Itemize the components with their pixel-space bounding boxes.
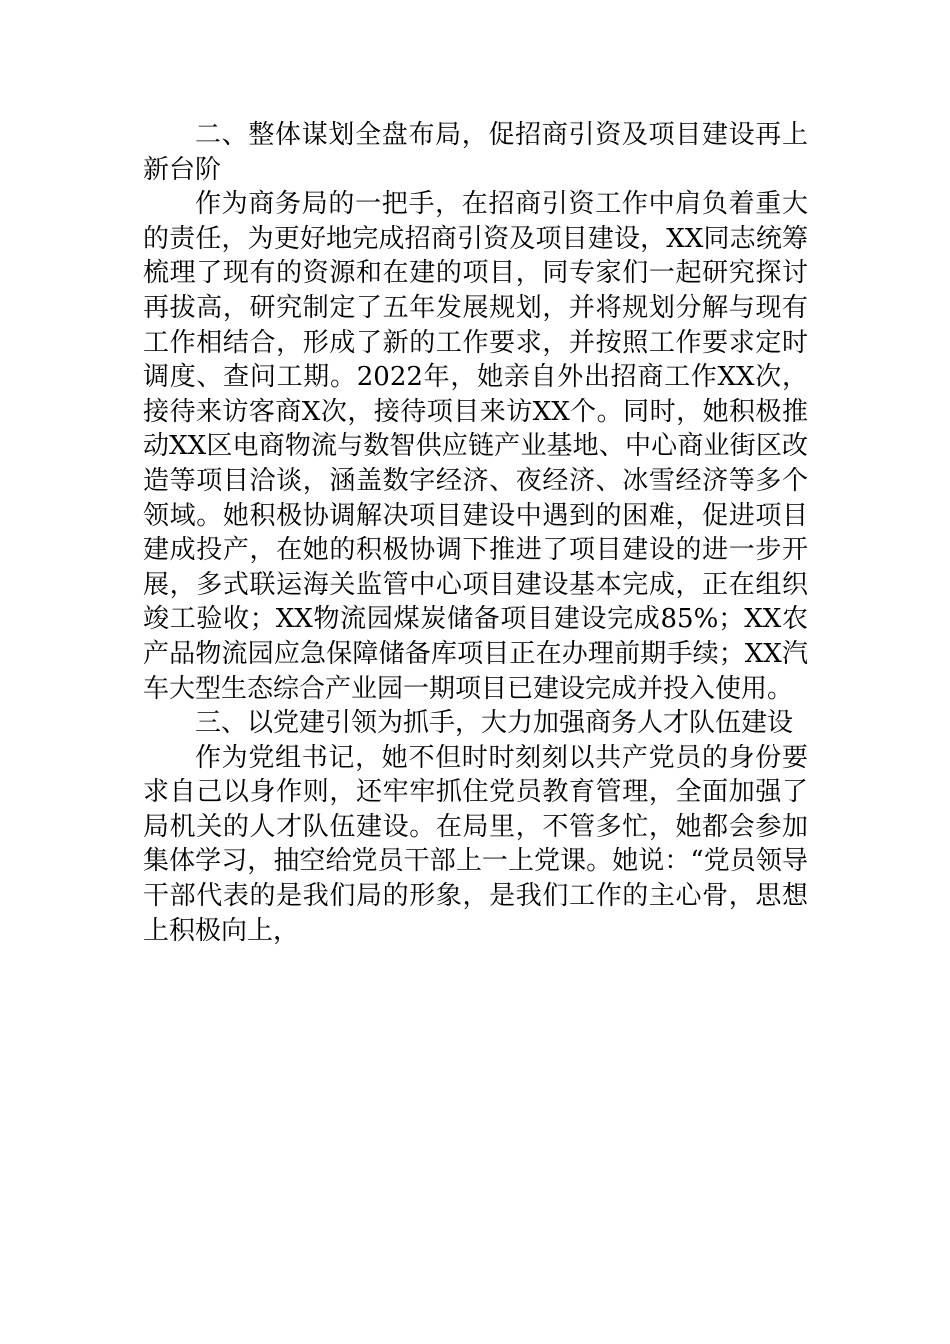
section-heading-2: 二、整体谋划全盘布局，促招商引资及项目建设再上新台阶 [143,120,808,185]
document-body [143,118,808,948]
section-heading-3: 三、以党建引领为抓手，大力加强商务人才队伍建设 [195,708,794,739]
body-paragraph-investment: 作为商务局的一把手，在招商引资工作中肩负着重大的责任，为更好地完成招商引资及项目建设，XX同志统筹梳理了现有的资源和在建的项目，同专家们一起研究探讨再拔高，研究制定了五年发展规划，并将规划分解与现有工作相结合，形成了新的工作要求，并按照工作要求定时调度、查问工期。2022年，她亲自外出招商工作XX次，接待来访客商X次，接待项目来访XX个。同时，她积极推动XX区电商物流与数智供应链产业基地、中心商业街区改造等项目洽谈，涵盖数字经济、夜经济、冰雪经济等多个领域。她积极协调解决项目建设中遇到的困难，促进项目建成投产，在她的积极协调下推进了项目建设的进一步开展，多式联运海关监管中心项目建设基本完成，正在组织竣工验收；XX物流园煤炭储备项目建设完成85%；XX农产品物流园应急保障储备库项目正在办理前期手续；XX汽车大型生态综合产业园一期项目已建设完成并投入使用。 [143,189,808,704]
body-paragraph-party-building: 作为党组书记，她不但时时刻刻以共产党员的身份要求自己以身作则，还牢牢抓住党员教育管理，全面加强了局机关的人才队伍建设。在局里，不管多忙，她都会参加集体学习，抽空给党员干部上一上党课。她说：“党员领导干部代表的是我们局的形象，是我们工作的主心骨，思想上积极向上， [143,742,808,946]
